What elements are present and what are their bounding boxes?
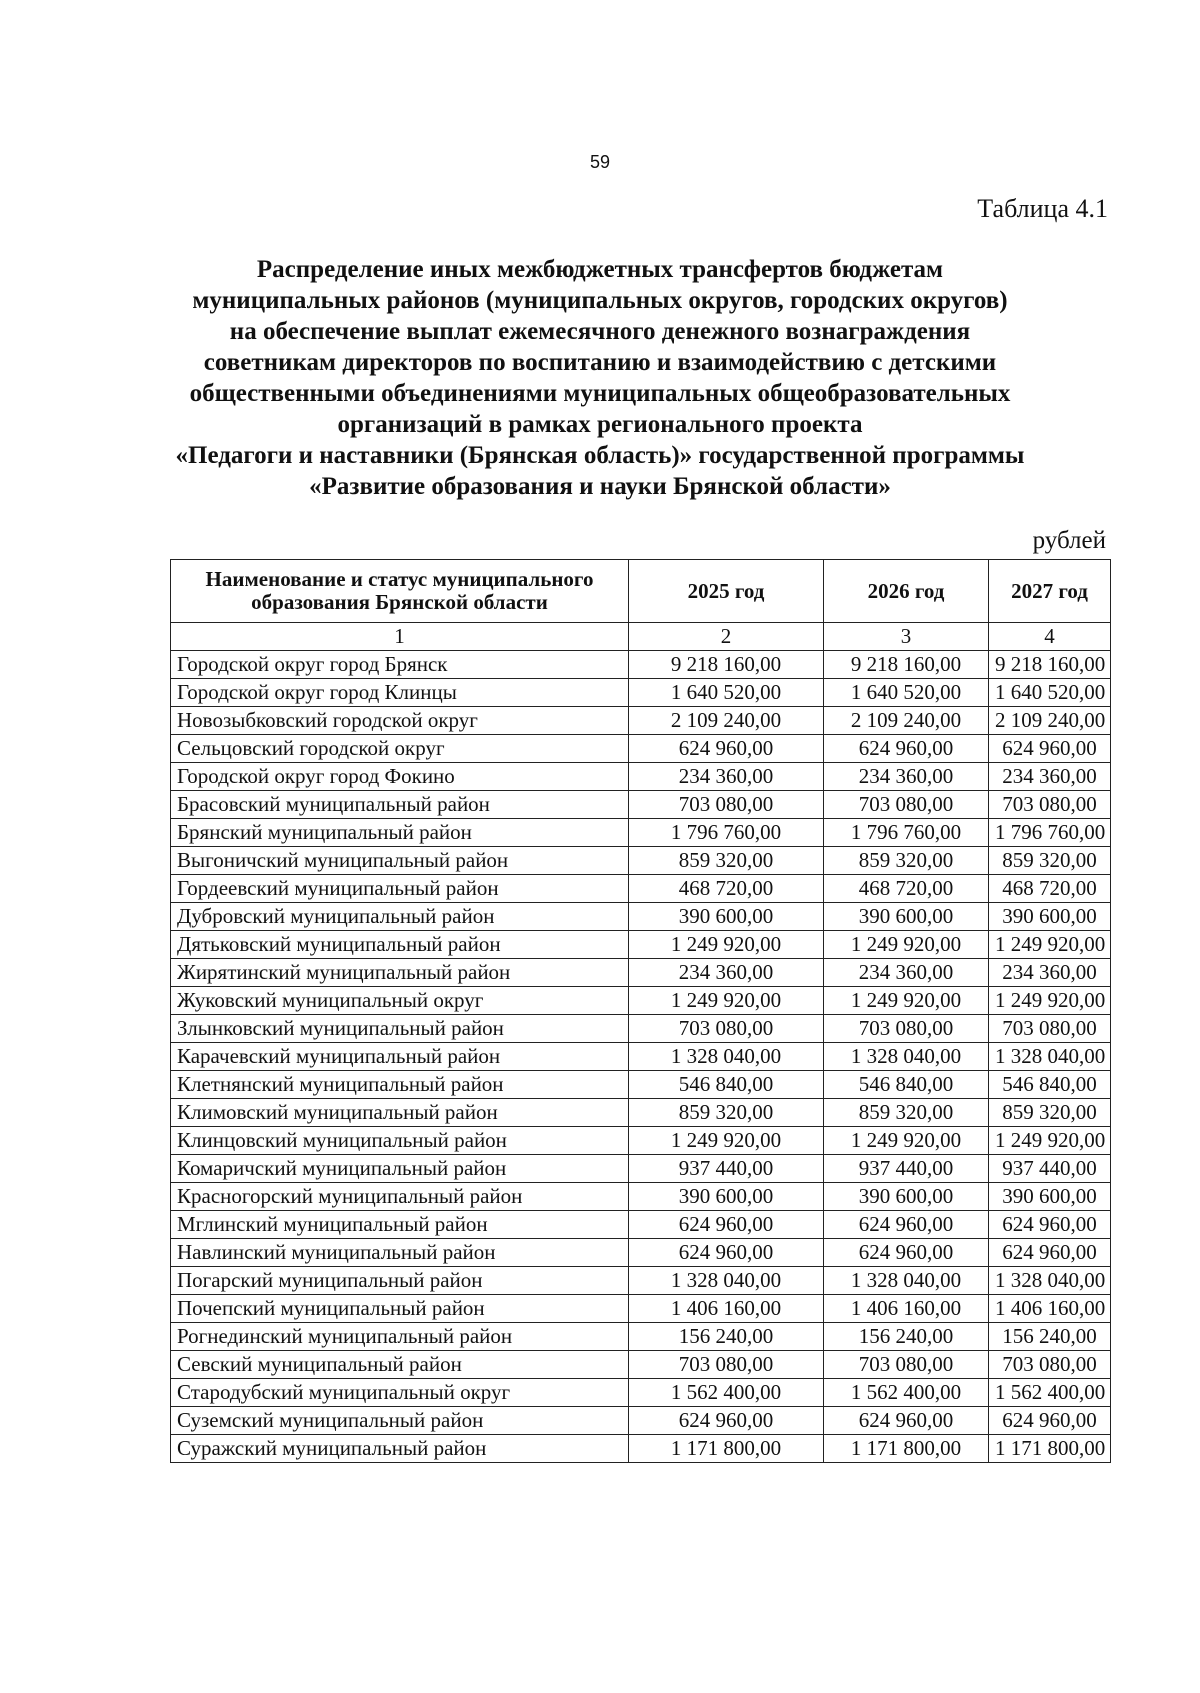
amount-2026-cell: 624 960,00 — [824, 1239, 989, 1267]
municipality-name-cell: Городской округ город Клинцы — [171, 679, 629, 707]
amount-2026-cell: 703 080,00 — [824, 791, 989, 819]
title-line: муниципальных районов (муниципальных округов, городских округов) — [192, 287, 1008, 314]
amount-2025-cell: 468 720,00 — [629, 875, 824, 903]
title-line: советникам директоров по воспитанию и взаимодействию с детскими — [203, 349, 997, 376]
title-line: организаций в рамках регионального проекта — [337, 411, 863, 438]
amount-2026-cell: 1 328 040,00 — [824, 1043, 989, 1071]
amount-2025-cell: 703 080,00 — [629, 791, 824, 819]
amount-2027-cell: 1 328 040,00 — [989, 1267, 1111, 1295]
amount-2026-cell: 1 249 920,00 — [824, 987, 989, 1015]
amount-2025-cell: 1 171 800,00 — [629, 1435, 824, 1463]
amount-2026-cell: 1 249 920,00 — [824, 931, 989, 959]
amount-2025-cell: 390 600,00 — [629, 1183, 824, 1211]
amount-2026-cell: 624 960,00 — [824, 1407, 989, 1435]
table-row — [171, 1127, 1111, 1155]
amount-2027-cell: 156 240,00 — [989, 1323, 1111, 1351]
amount-2025-cell: 937 440,00 — [629, 1155, 824, 1183]
amount-2026-cell: 703 080,00 — [824, 1351, 989, 1379]
amount-2025-cell: 156 240,00 — [629, 1323, 824, 1351]
header-year-2027: 2027 год — [989, 560, 1111, 623]
table-row — [171, 1071, 1111, 1099]
amount-2026-cell: 234 360,00 — [824, 763, 989, 791]
amount-2025-cell: 1 328 040,00 — [629, 1043, 824, 1071]
amount-2027-cell: 624 960,00 — [989, 735, 1111, 763]
amount-2027-cell: 468 720,00 — [989, 875, 1111, 903]
amount-2025-cell: 624 960,00 — [629, 1239, 824, 1267]
amount-2026-cell: 234 360,00 — [824, 959, 989, 987]
amount-2026-cell: 1 249 920,00 — [824, 1127, 989, 1155]
amount-2026-cell: 859 320,00 — [824, 847, 989, 875]
amount-2025-cell: 624 960,00 — [629, 1407, 824, 1435]
amount-2026-cell: 1 328 040,00 — [824, 1267, 989, 1295]
table-row — [171, 931, 1111, 959]
header-year-2026: 2026 год — [824, 560, 989, 623]
amount-2026-cell: 859 320,00 — [824, 1099, 989, 1127]
column-number: 2 — [629, 623, 824, 651]
municipality-name-cell: Гордеевский муниципальный район — [171, 875, 629, 903]
amount-2025-cell: 624 960,00 — [629, 1211, 824, 1239]
municipality-name-cell: Жирятинский муниципальный район — [171, 959, 629, 987]
amount-2026-cell: 156 240,00 — [824, 1323, 989, 1351]
table-row — [171, 847, 1111, 875]
table-row — [171, 735, 1111, 763]
title-line: на обеспечение выплат ежемесячного денежного вознаграждения — [229, 318, 971, 345]
table-row — [171, 1183, 1111, 1211]
municipality-name-cell: Климовский муниципальный район — [171, 1099, 629, 1127]
amount-2026-cell: 1 406 160,00 — [824, 1295, 989, 1323]
amount-2027-cell: 9 218 160,00 — [989, 651, 1111, 679]
amount-2025-cell: 546 840,00 — [629, 1071, 824, 1099]
municipality-name-cell: Дубровский муниципальный район — [171, 903, 629, 931]
table-row — [171, 679, 1111, 707]
unit-label: рублей — [1032, 527, 1106, 554]
amount-2025-cell: 9 218 160,00 — [629, 651, 824, 679]
page-number: 59 — [589, 152, 611, 172]
municipality-name-cell: Сельцовский городской округ — [171, 735, 629, 763]
table-row — [171, 651, 1111, 679]
table-row — [171, 1015, 1111, 1043]
amount-2025-cell: 1 249 920,00 — [629, 931, 824, 959]
municipality-name-cell: Навлинский муниципальный район — [171, 1239, 629, 1267]
amount-2027-cell: 2 109 240,00 — [989, 707, 1111, 735]
table-row — [171, 707, 1111, 735]
table-row — [171, 1295, 1111, 1323]
amount-2025-cell: 234 360,00 — [629, 763, 824, 791]
municipality-name-cell: Суражский муниципальный район — [171, 1435, 629, 1463]
amount-2025-cell: 2 109 240,00 — [629, 707, 824, 735]
transfers-table — [170, 559, 1111, 1463]
municipality-name-cell: Клинцовский муниципальный район — [171, 1127, 629, 1155]
municipality-name-cell: Севский муниципальный район — [171, 1351, 629, 1379]
municipality-name-cell: Рогнединский муниципальный район — [171, 1323, 629, 1351]
amount-2027-cell: 1 249 920,00 — [989, 931, 1111, 959]
document-title — [120, 254, 1080, 502]
amount-2027-cell: 937 440,00 — [989, 1155, 1111, 1183]
amount-2026-cell: 1 796 760,00 — [824, 819, 989, 847]
amount-2026-cell: 703 080,00 — [824, 1015, 989, 1043]
amount-2027-cell: 859 320,00 — [989, 847, 1111, 875]
amount-2027-cell: 624 960,00 — [989, 1211, 1111, 1239]
amount-2027-cell: 234 360,00 — [989, 763, 1111, 791]
table-row — [171, 1407, 1111, 1435]
municipality-name-cell: Городской округ город Фокино — [171, 763, 629, 791]
municipality-name-cell: Брасовский муниципальный район — [171, 791, 629, 819]
amount-2026-cell: 1 640 520,00 — [824, 679, 989, 707]
column-number: 3 — [824, 623, 989, 651]
municipality-name-cell: Выгоничский муниципальный район — [171, 847, 629, 875]
amount-2027-cell: 859 320,00 — [989, 1099, 1111, 1127]
table-label: Таблица 4.1 — [977, 194, 1108, 223]
amount-2027-cell: 1 406 160,00 — [989, 1295, 1111, 1323]
table-row — [171, 1435, 1111, 1463]
amount-2026-cell: 624 960,00 — [824, 1211, 989, 1239]
column-number: 1 — [171, 623, 629, 651]
amount-2025-cell: 1 796 760,00 — [629, 819, 824, 847]
amount-2027-cell: 703 080,00 — [989, 1015, 1111, 1043]
municipality-name-cell: Карачевский муниципальный район — [171, 1043, 629, 1071]
amount-2027-cell: 1 562 400,00 — [989, 1379, 1111, 1407]
amount-2025-cell: 859 320,00 — [629, 847, 824, 875]
amount-2026-cell: 546 840,00 — [824, 1071, 989, 1099]
amount-2025-cell: 1 249 920,00 — [629, 987, 824, 1015]
table-row — [171, 903, 1111, 931]
amount-2027-cell: 234 360,00 — [989, 959, 1111, 987]
municipality-name-cell: Почепский муниципальный район — [171, 1295, 629, 1323]
amount-2026-cell: 1 171 800,00 — [824, 1435, 989, 1463]
amount-2025-cell: 1 406 160,00 — [629, 1295, 824, 1323]
title-line: Распределение иных межбюджетных трансфертов бюджетам — [256, 256, 944, 283]
municipality-name-cell: Дятьковский муниципальный район — [171, 931, 629, 959]
municipality-name-cell: Суземский муниципальный район — [171, 1407, 629, 1435]
municipality-name-cell: Жуковский муниципальный округ — [171, 987, 629, 1015]
municipality-name-cell: Злынковский муниципальный район — [171, 1015, 629, 1043]
amount-2026-cell: 1 562 400,00 — [824, 1379, 989, 1407]
table-row — [171, 1043, 1111, 1071]
municipality-name-cell: Комаричский муниципальный район — [171, 1155, 629, 1183]
table-header-row — [171, 560, 1111, 623]
amount-2025-cell: 703 080,00 — [629, 1015, 824, 1043]
table-row — [171, 959, 1111, 987]
amount-2027-cell: 390 600,00 — [989, 1183, 1111, 1211]
table-row — [171, 819, 1111, 847]
title-line: общественными объединениями муниципальных общеобразовательных — [189, 380, 1011, 407]
amount-2025-cell: 390 600,00 — [629, 903, 824, 931]
column-number-row — [171, 623, 1111, 651]
amount-2025-cell: 234 360,00 — [629, 959, 824, 987]
amount-2025-cell: 1 640 520,00 — [629, 679, 824, 707]
amount-2027-cell: 1 640 520,00 — [989, 679, 1111, 707]
column-number: 4 — [989, 623, 1111, 651]
table-row — [171, 875, 1111, 903]
header-year-2025: 2025 год — [629, 560, 824, 623]
municipality-name-cell: Мглинский муниципальный район — [171, 1211, 629, 1239]
table-row — [171, 1351, 1111, 1379]
amount-2026-cell: 937 440,00 — [824, 1155, 989, 1183]
table-row — [171, 1155, 1111, 1183]
title-line: «Педагоги и наставники (Брянская область)» государственной программы — [175, 442, 1025, 469]
municipality-name-cell: Красногорский муниципальный район — [171, 1183, 629, 1211]
amount-2027-cell: 1 249 920,00 — [989, 1127, 1111, 1155]
municipality-name-cell: Стародубский муниципальный округ — [171, 1379, 629, 1407]
amount-2027-cell: 624 960,00 — [989, 1407, 1111, 1435]
amount-2026-cell: 2 109 240,00 — [824, 707, 989, 735]
amount-2027-cell: 624 960,00 — [989, 1239, 1111, 1267]
municipality-name-cell: Клетнянский муниципальный район — [171, 1071, 629, 1099]
amount-2025-cell: 1 328 040,00 — [629, 1267, 824, 1295]
table-row — [171, 1239, 1111, 1267]
municipality-name-cell: Погарский муниципальный район — [171, 1267, 629, 1295]
table-row — [171, 1379, 1111, 1407]
amount-2026-cell: 624 960,00 — [824, 735, 989, 763]
amount-2025-cell: 1 249 920,00 — [629, 1127, 824, 1155]
header-municipality: Наименование и статус муниципального образования Брянской области — [171, 560, 629, 623]
table-body — [171, 623, 1111, 1463]
table-row — [171, 1099, 1111, 1127]
amount-2027-cell: 1 249 920,00 — [989, 987, 1111, 1015]
table-row — [171, 763, 1111, 791]
amount-2027-cell: 1 796 760,00 — [989, 819, 1111, 847]
table-row — [171, 791, 1111, 819]
amount-2027-cell: 1 328 040,00 — [989, 1043, 1111, 1071]
amount-2027-cell: 703 080,00 — [989, 1351, 1111, 1379]
amount-2027-cell: 546 840,00 — [989, 1071, 1111, 1099]
table-row — [171, 1267, 1111, 1295]
amount-2027-cell: 1 171 800,00 — [989, 1435, 1111, 1463]
municipality-name-cell: Новозыбковский городской округ — [171, 707, 629, 735]
amount-2027-cell: 703 080,00 — [989, 791, 1111, 819]
amount-2026-cell: 9 218 160,00 — [824, 651, 989, 679]
amount-2026-cell: 390 600,00 — [824, 903, 989, 931]
amount-2026-cell: 468 720,00 — [824, 875, 989, 903]
amount-2025-cell: 703 080,00 — [629, 1351, 824, 1379]
table-row — [171, 1323, 1111, 1351]
table-row — [171, 1211, 1111, 1239]
municipality-name-cell: Городской округ город Брянск — [171, 651, 629, 679]
amount-2025-cell: 624 960,00 — [629, 735, 824, 763]
amount-2026-cell: 390 600,00 — [824, 1183, 989, 1211]
amount-2025-cell: 1 562 400,00 — [629, 1379, 824, 1407]
municipality-name-cell: Брянский муниципальный район — [171, 819, 629, 847]
amount-2027-cell: 390 600,00 — [989, 903, 1111, 931]
title-line: «Развитие образования и науки Брянской области» — [309, 473, 891, 500]
amount-2025-cell: 859 320,00 — [629, 1099, 824, 1127]
table-row — [171, 987, 1111, 1015]
